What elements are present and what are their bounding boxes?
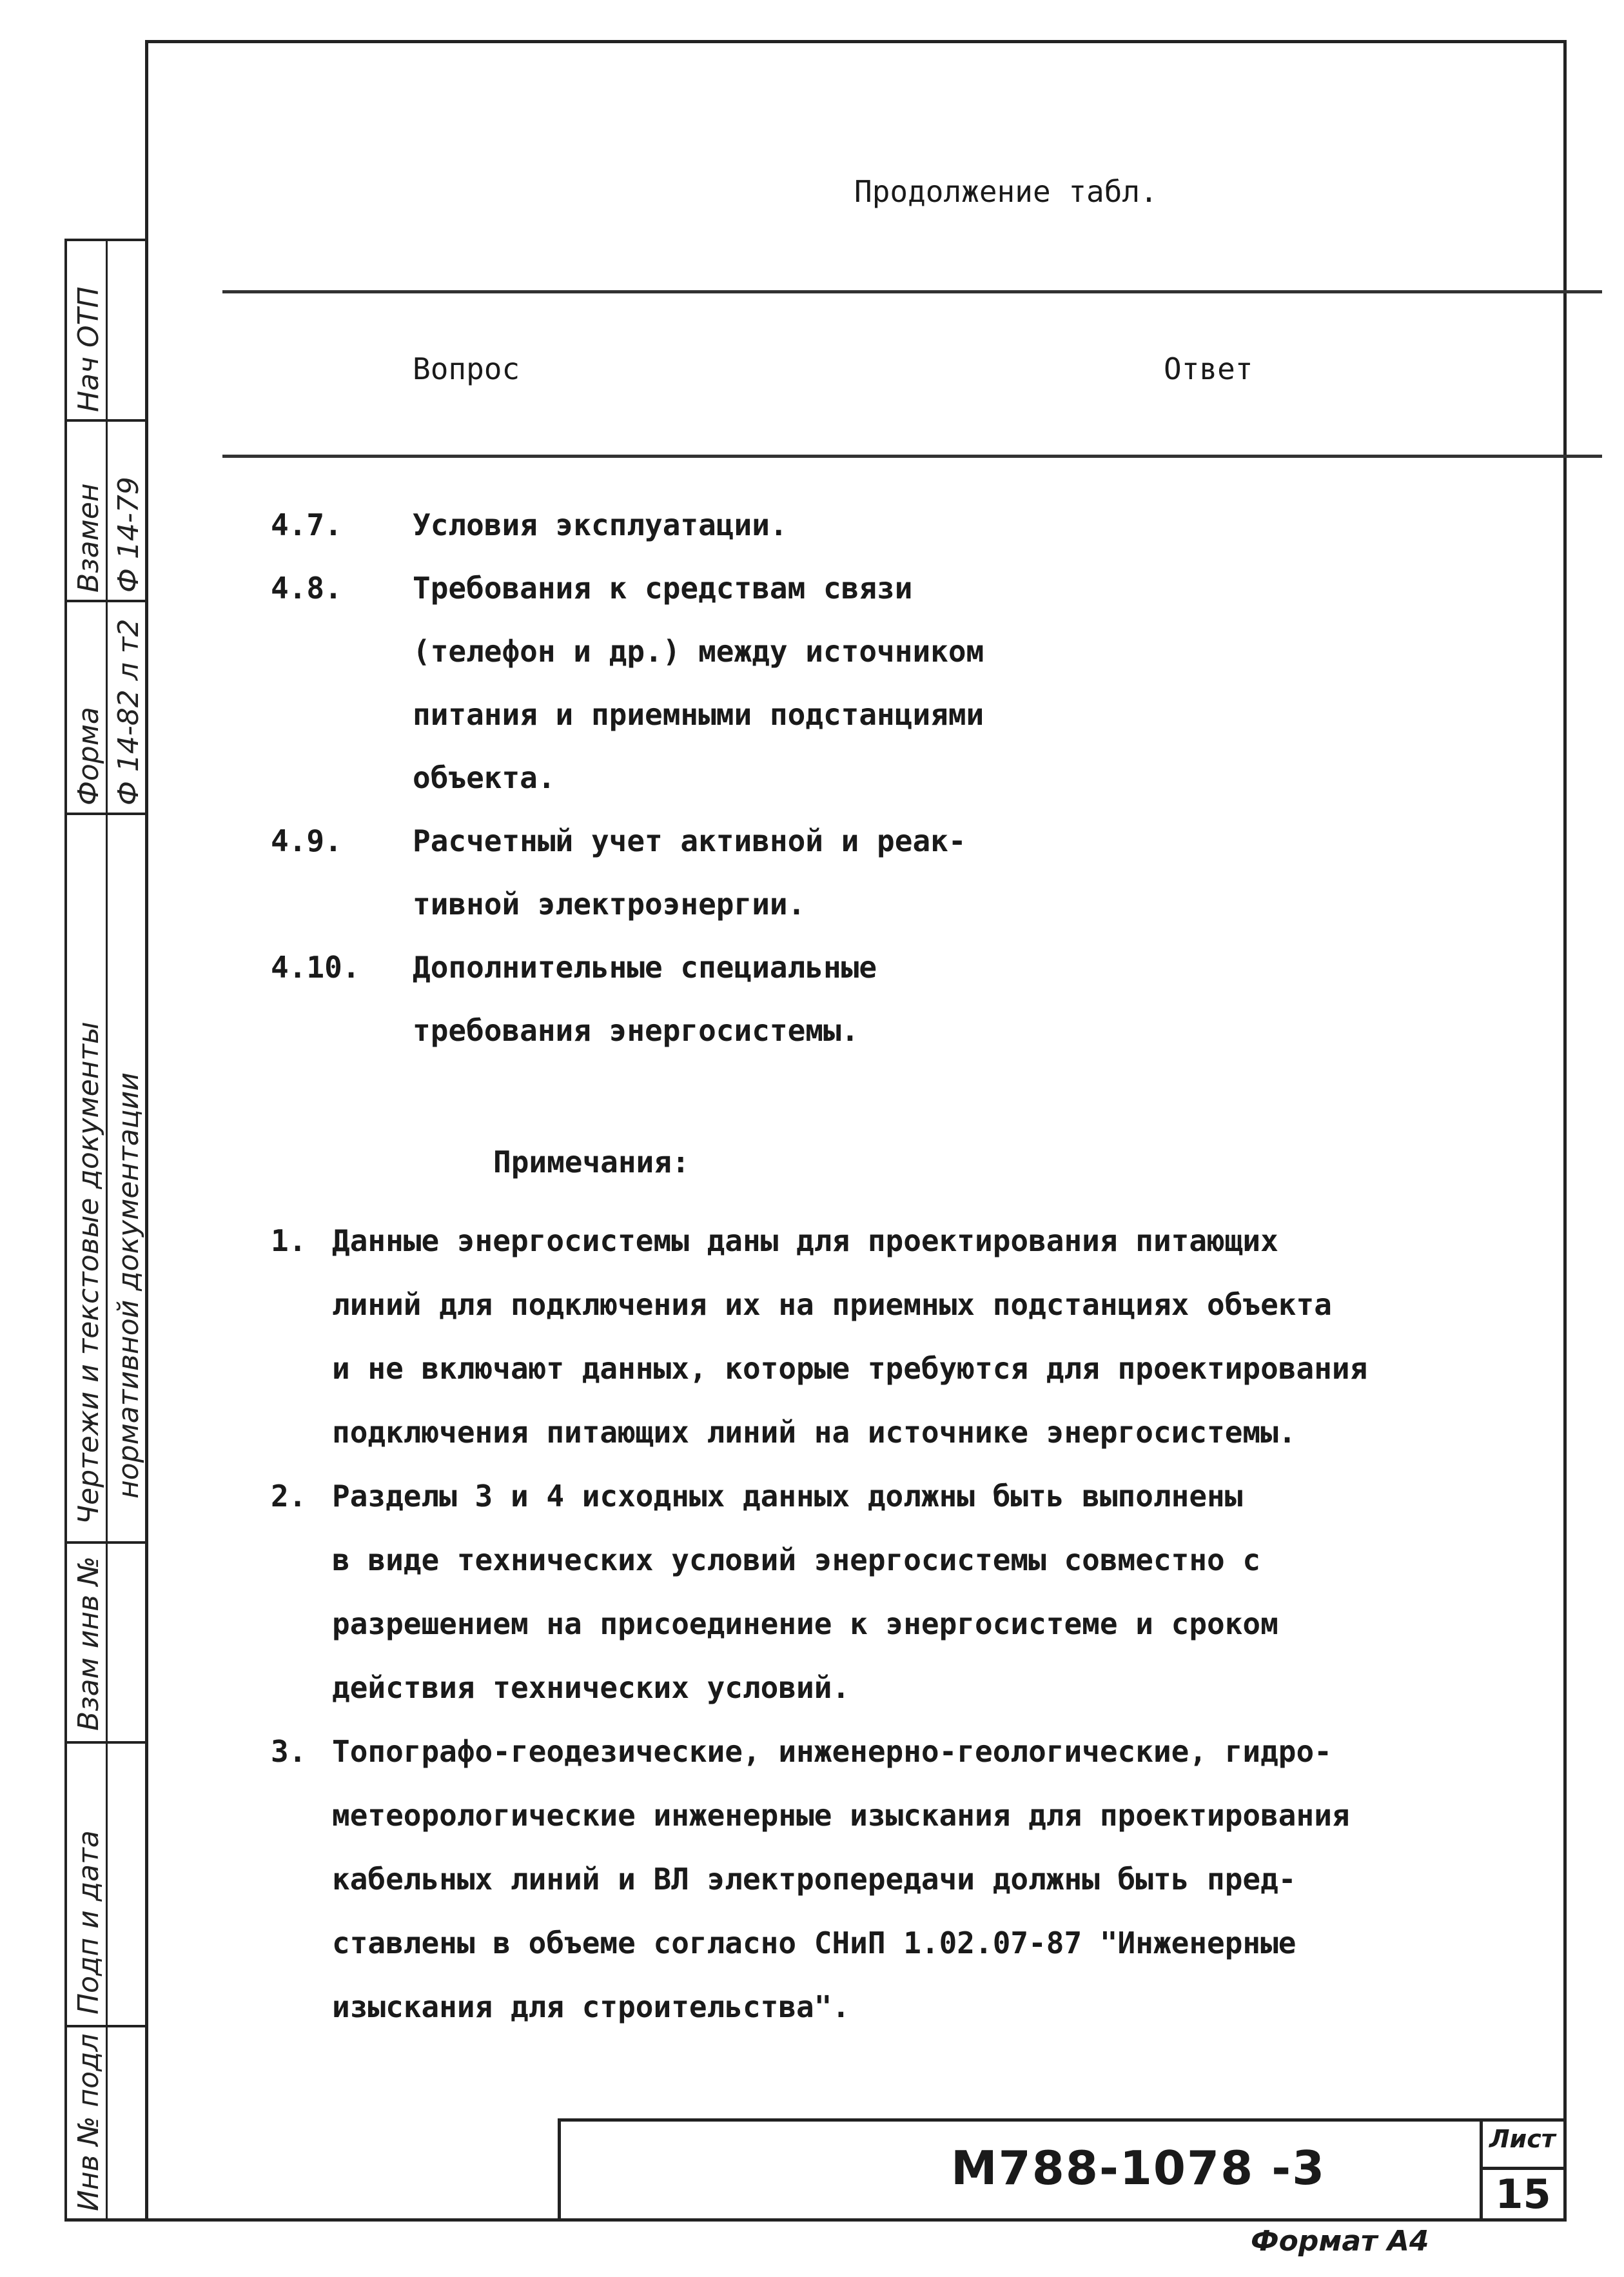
note-line: в виде технических условий энергосистемы совместно с [332,1543,1261,1577]
strip-label-nach-otp: Нач ОТП [72,286,105,412]
strip-label-podp-data: Подп и дата [72,1830,105,2015]
page-bottom-line [64,2218,1567,2222]
note-line: метеорологические инженерные изыскания для проектирования [332,1798,1350,1833]
strip-cell-nach-otp [67,239,148,419]
note-number: 3. [271,1734,307,1769]
note-item [271,1209,1509,1467]
item-number: 4.9. [271,823,342,858]
note-line: и не включают данных, которые требуются для проектирования [332,1351,1368,1386]
title-block [558,2118,1567,2218]
item-text-line: тивной электроэнергии. [413,887,806,922]
strip-cell-forma [67,600,148,813]
note-number: 2. [271,1479,307,1513]
item-number: 4.10. [271,950,360,985]
strip-label-docs: Чертежи и текстовые документы [72,1021,105,1524]
note-line: ставлены в объеме согласно СНиП 1.02.07-87 "Инженерные [332,1926,1296,1960]
note-line: Данные энергосистемы даны для проектирования питающих [332,1223,1278,1258]
table-header-bottom-rule [222,455,1602,458]
item-text-line: питания и приемными подстанциями [413,697,984,732]
notes-title: Примечания: [493,1145,690,1179]
strip-value-forma: Ф 14-82 л т2 [112,618,145,805]
item-text-line: объекта. [413,760,556,795]
note-line: линий для подключения их на приемных подстанциях объекта [332,1287,1332,1322]
table-header-top-rule [222,290,1602,293]
note-line: кабельных линий и ВЛ электропередачи должны быть пред- [332,1862,1296,1897]
strip-cell-vzamen [67,419,148,600]
sheet-number: 15 [1483,2167,1563,2218]
strip-label-vzam-inv: Взам инв № [72,1556,105,1731]
note-line: разрешением на присоединение к энергосистеме и сроком [332,1606,1278,1641]
strip-cell-inv-podl [67,2025,148,2218]
strip-cell-docs [67,813,148,1541]
item-text-line: Расчетный учет активной и реак- [413,823,966,858]
strip-cell-podp-data [67,1741,148,2025]
item-number: 4.7. [271,508,342,542]
note-item [271,1720,1509,2042]
note-line: изыскания для строительства". [332,1989,850,2024]
item-text-line: (телефон и др.) между источником [413,634,984,669]
approval-strip [64,239,145,2218]
strip-cell-vzam-inv [67,1541,148,1741]
item-text-line: требования энергосистемы. [413,1013,859,1048]
strip-label-inv-podl: Инв № подл [72,2033,105,2211]
strip-label-docs-2: нормативной документации [112,1072,145,1499]
document-code: М788-1078 -3 [951,2141,1326,2195]
table-continuation-title: Продолжение табл. [854,174,1158,209]
column-header-answer: Ответ [1164,351,1253,386]
item-text-line: Условия эксплуатации. [413,508,788,542]
note-number: 1. [271,1223,307,1258]
column-header-question: Вопрос [413,351,520,386]
item-number: 4.8. [271,571,342,606]
item-text-line: Дополнительные специальные [413,950,877,985]
note-line: подключения питающих линий на источнике энергосистемы. [332,1415,1296,1450]
strip-label-vzamen: Взамен [72,483,105,593]
strip-label-forma: Форма [72,707,105,805]
format-label: Формат А4 [1251,2225,1429,2258]
note-line: действия технических условий. [332,1670,850,1705]
note-line: Топографо-геодезические, инженерно-геологические, гидро- [332,1734,1332,1769]
sheet-label: Лист [1489,2125,1556,2153]
item-text-line: Требования к средствам связи [413,571,913,606]
note-item [271,1464,1509,1722]
strip-value-vzamen: Ф 14-79 [112,477,145,593]
sheet-box [1480,2122,1567,2218]
note-line: Разделы 3 и 4 исходных данных должны быть выполнены [332,1479,1243,1513]
